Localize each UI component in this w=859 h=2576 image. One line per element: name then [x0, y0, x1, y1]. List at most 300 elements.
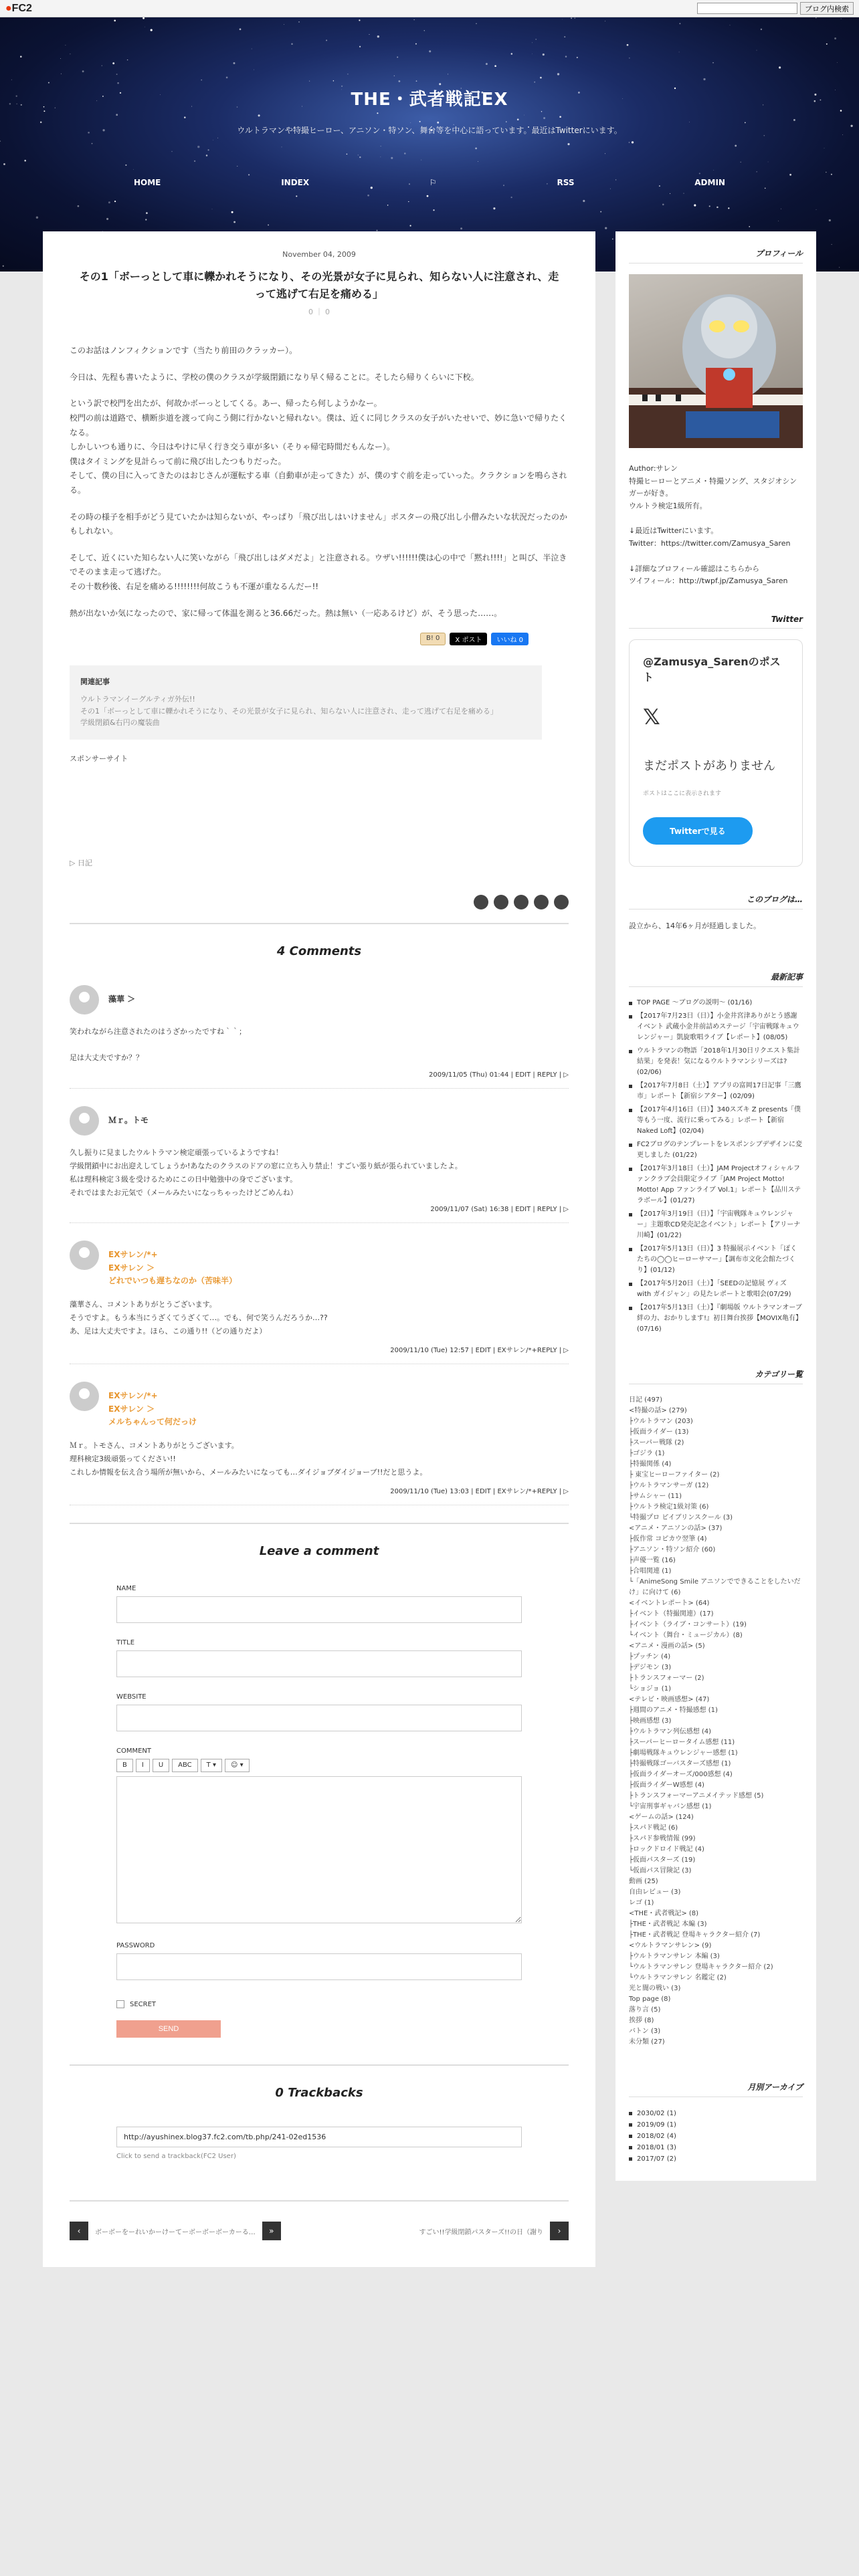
star-dot [408, 201, 409, 202]
title-label: TITLE [116, 1639, 135, 1647]
category-link[interactable]: ├週間のアニメ・特撮感想 (1) [629, 1706, 718, 1714]
star-dot [534, 82, 535, 83]
password-field[interactable] [116, 1953, 522, 1980]
x-logo-icon: 𝕏 [643, 704, 660, 730]
category-link[interactable]: └ウルトラマンサレン 名鑑定 (2) [629, 1973, 727, 1981]
recent-entry-link[interactable]: 【2017年7月23日（日）】小金井宮津ありがとう感謝イベント 武蔵小金井前詰めステージ「宇宙戦隊キュウレンジャー」凱旋歌唱ライブ【レポート】(08/05) [629, 1011, 803, 1043]
star-dot [699, 173, 700, 174]
star-dot [415, 43, 417, 45]
related-entries [70, 665, 542, 740]
star-dot [326, 39, 327, 41]
recent-entry-link[interactable]: 【2017年3月19日（日）】「宇宙戦隊キュウレンジャー」主題歌CD発売記念イベント」レポート【アリーナ川崎】(01/22) [629, 1209, 803, 1241]
star-dot [416, 80, 417, 82]
star-dot [258, 114, 260, 116]
category-link[interactable]: ├ロックドロイド戦記 (4) [629, 1845, 704, 1853]
star-dot [532, 53, 533, 54]
category-link[interactable]: <テレビ・映画感想> (47) [629, 1695, 710, 1703]
category-link[interactable]: ├特撮戦隊ゴーバスターズ感想 (1) [629, 1759, 731, 1767]
comment-author[interactable]: EXサレン/*+ EXサレン ＞ どれでいつも遅ちなのか（苦味半） [108, 1250, 237, 1285]
comment-author: Ｍｒ。トモ [108, 1115, 149, 1125]
star-dot [511, 53, 513, 55]
category-link[interactable]: ├仮面ライダーオーズ/000感想 (4) [629, 1770, 733, 1778]
archive-link[interactable]: 2018/01 (3) [629, 2142, 803, 2153]
entry-paragraph: その時の様子を相手がどう見ていたかは知らないが、やっぱり「飛び出しはいけません」ポスターの飛び出し小僧みたいな状況だったのかもしれない。 [70, 512, 568, 536]
star-dot [112, 62, 114, 64]
star-dot [717, 207, 719, 209]
nav-index[interactable]: INDEX [281, 178, 310, 187]
recent-entry-link[interactable]: FC2ブログのテンプレートをレスポンシブデザインに変更しました (01/22) [629, 1140, 803, 1161]
star-dot [735, 144, 737, 146]
x-post-button[interactable]: X ポスト [450, 633, 487, 645]
category-link[interactable]: 動画 (25) [629, 1877, 658, 1885]
star-dot [240, 28, 242, 30]
star-dot [571, 17, 572, 19]
star-dot [632, 141, 634, 143]
profile-avatar-image [629, 274, 803, 448]
category-link[interactable]: └イベント（舞台・ミュージカル）(8) [629, 1631, 743, 1639]
category-link[interactable]: 自由レビュー (3) [629, 1888, 681, 1896]
secret-checkbox[interactable] [116, 2000, 124, 2008]
star-dot [779, 66, 781, 68]
ultraman-figure-illustration [629, 274, 803, 448]
comment-item [70, 985, 569, 1089]
star-dot [24, 160, 26, 162]
avatar [70, 1382, 99, 1411]
star-dot [768, 162, 769, 163]
category-link[interactable]: ├スーパーヒーロータイム感想 (11) [629, 1738, 735, 1746]
category-link[interactable]: 落り言 (5) [629, 2006, 661, 2014]
category-link[interactable]: └仮面パス冒険記 (3) [629, 1866, 692, 1874]
category-link[interactable]: ├ウルトラマン (203) [629, 1417, 693, 1425]
entry-paragraph: そして、近くにいた知らない人に笑いながら「飛び出しはダメだよ」と注意される。ウザい!!!!!!僕は心の中で「黙れ!!!!」と叫び、半泣きでそのまま走って逃げた。 その十数秒後、右足を痛める!!!!!!!!何故こうも不運が重なるんだー!! [70, 552, 567, 591]
category-link[interactable]: ├スパド戦記 (6) [629, 1824, 678, 1832]
name-field[interactable] [116, 1596, 522, 1623]
archive-link[interactable]: 2019/09 (1) [629, 2119, 803, 2131]
star-dot [226, 77, 228, 79]
fc2-toolbar [0, 0, 859, 17]
profile-text: Author:サレン 特撮ヒーローとアニメ・特撮ソング、スタジオシンガーが好き。 ウルトラ検定1級所有。 ↓最近はTwitterにいます。 Twitter：https://twitter.com/Zamusya_Saren ↓詳細なプロフィール確認はこちらから ツイフィール：http://twpf.jp/Zamusya_Saren [629, 464, 797, 586]
comment-label: COMMENT [116, 1747, 152, 1755]
comments-heading: 4 Comments [276, 944, 362, 958]
star-dot [347, 154, 348, 155]
category-link[interactable]: └ウルトラマンサレン 登場キャラクター紹介 (2) [629, 1963, 773, 1971]
prev-entry-link[interactable]: ボーボーをーれいかーけーてーボーボーボーカーる… [95, 2228, 256, 2236]
archive-title: 月別アーカイブ [629, 2081, 803, 2097]
trackback-send-link[interactable]: Click to send a trackback(FC2 User) [116, 2153, 236, 2161]
star-dot [460, 227, 462, 229]
twitter-empty-sub: ポストはここに表示されます [643, 790, 722, 797]
avatar [70, 985, 99, 1014]
nav-rss[interactable]: RSS [557, 178, 575, 187]
star-dot [117, 82, 119, 84]
star-dot [197, 146, 199, 148]
star-dot [816, 209, 817, 210]
star-dot [662, 204, 664, 206]
blog-search-button[interactable]: ブログ内検索 [800, 2, 854, 15]
star-dot [3, 265, 4, 267]
star-dot [627, 44, 629, 46]
comment-item [70, 1241, 569, 1364]
avatar [70, 1241, 99, 1270]
blog-age-title: このブログは… [629, 893, 803, 909]
star-dot [125, 165, 126, 166]
categories-list [629, 1395, 803, 2048]
category-link[interactable]: ├ 東宝ヒーローファイター (2) [629, 1471, 720, 1479]
star-dot [535, 39, 537, 40]
emoji-button[interactable]: ☺ ▾ [225, 1759, 250, 1772]
star-dot [146, 212, 148, 214]
star-dot [0, 140, 1, 142]
star-dot [206, 154, 208, 156]
star-dot [48, 82, 50, 84]
category-link[interactable]: └宇宙刑事ギャバン感想 (1) [629, 1802, 712, 1810]
category-link[interactable]: ├THE・武者戦記 登場キャラクター紹介 (7) [629, 1931, 761, 1939]
category-link[interactable]: <アニメ・アニソンの話> (37) [629, 1524, 723, 1532]
title-field[interactable] [116, 1650, 522, 1677]
star-dot [92, 143, 93, 144]
category-link[interactable]: ├アニソン・特ソン紹介 (60) [629, 1545, 716, 1553]
star-dot [184, 116, 186, 118]
star-dot [233, 62, 235, 64]
comment-footer[interactable]: 2009/11/05 (Thu) 01:44 | EDIT | REPLY | ▷ [70, 1071, 569, 1089]
star-dot [201, 80, 202, 81]
star-dot [309, 81, 310, 82]
star-dot [679, 51, 680, 52]
prev-arrow-icon[interactable]: ‹ [70, 2222, 88, 2240]
entry-body [70, 344, 569, 621]
pager-dot[interactable] [514, 895, 529, 909]
star-dot [600, 211, 601, 213]
sponsor-label: スポンサーサイト [70, 754, 128, 763]
next-entry-link[interactable]: すごい!!学級閉鎖パスターズ!!の日（謝り [419, 2228, 543, 2236]
prev-next-nav [70, 2222, 569, 2240]
star-dot [369, 34, 370, 35]
star-dot [3, 163, 5, 165]
category-link[interactable]: ├スーパー戦隊 (2) [629, 1438, 684, 1446]
category-link[interactable]: ├映画感想 (3) [629, 1717, 672, 1725]
category-link[interactable]: ├プッチン (4) [629, 1652, 671, 1660]
comment-textarea[interactable] [116, 1776, 522, 1923]
star-dot [78, 205, 80, 207]
category-link[interactable]: <THE・武者戦記> (8) [629, 1909, 699, 1917]
sidebar [615, 231, 816, 2181]
star-dot [439, 83, 441, 85]
related-item[interactable]: 学級閉鎖&右円の魔装曲 [80, 718, 160, 728]
comment-toolbar [116, 1759, 522, 1772]
star-dot [565, 56, 567, 58]
star-dot [377, 35, 379, 37]
share-buttons [70, 633, 529, 645]
category-link[interactable]: ├ウルトラマンサレン 本編 (3) [629, 1952, 720, 1960]
star-dot [829, 219, 831, 221]
entry-paragraph: 今日は、先程も書いたように、学校の僕のクラスが学級閉鎖になり早く帰ることに。そしたら帰りくらいに下校。 [70, 372, 479, 382]
star-dot [114, 201, 116, 202]
category-link[interactable]: ├仮作常 コピカウ翌筆 (4) [629, 1535, 707, 1543]
star-dot [358, 154, 359, 155]
entry-title[interactable]: その1「ボーっとして車に轢かれそうになり、その光景が女子に見られ、知らない人に注意され、走って逃げて右足を痛める」 [79, 270, 559, 300]
star-dot [517, 118, 519, 120]
category-link[interactable]: 光と闇の戦い (3) [629, 1984, 681, 1992]
star-dot [359, 46, 361, 47]
star-dot [427, 195, 429, 197]
category-link[interactable]: <ゲームの話> (124) [629, 1813, 694, 1821]
twitter-title: Twitter [629, 615, 803, 629]
star-dot [793, 119, 795, 121]
comment-body: 笑われながら注意されたのはうざかったですね｀｀； 足は大丈夫ですか？？ [70, 1027, 246, 1063]
star-dot [20, 56, 22, 58]
recent-entry-link[interactable]: 【2017年5月13日（土）】『劇場版 ウルトラマンオーブ 絆の力、おかりします!』初日舞台挨拶【MOVIX亀有】(07/16) [629, 1303, 803, 1335]
star-dot [583, 200, 585, 202]
star-dot [709, 205, 710, 207]
underline-button[interactable]: U [153, 1759, 169, 1772]
recent-entry-link[interactable]: 【2017年5月20日（土）】「SEEDの記憶展 ヴィズ with ガイジャン」の見たレポートと歌唱会(07/29) [629, 1279, 803, 1300]
entry-meta[interactable]: 0 ｜ 0 [308, 308, 330, 317]
star-dot [510, 197, 512, 198]
divider [70, 1523, 569, 1524]
category-link[interactable]: ├スパド参戦情報 (99) [629, 1834, 696, 1842]
twitter-handle[interactable]: @Zamusya_Sarenのポスト [643, 655, 781, 683]
category-link[interactable]: ├イベント（ライブ・コンサート）(19) [629, 1620, 747, 1628]
related-heading: 関連記事 [80, 677, 110, 687]
facebook-like-button[interactable]: いいね 0 [491, 633, 529, 645]
star-dot [789, 174, 791, 176]
star-dot [347, 74, 349, 75]
archive-link[interactable]: 2030/02 (1) [629, 2108, 803, 2119]
site-title[interactable]: THE・武者戦記EX [351, 90, 508, 110]
star-dot [740, 162, 741, 163]
category-link[interactable]: <ウルトラマンサレン> (9) [629, 1941, 712, 1949]
strike-button[interactable]: ABC [172, 1759, 198, 1772]
related-item[interactable]: ウルトラマンイーグルティガ外伝!! [80, 695, 195, 704]
category-link[interactable]: バトン (3) [629, 2027, 661, 2035]
pager-dot[interactable] [554, 895, 569, 909]
category-link[interactable]: ├デジモン (3) [629, 1663, 672, 1671]
italic-button[interactable]: I [136, 1759, 150, 1772]
star-dot [114, 19, 116, 21]
star-dot [532, 42, 533, 43]
star-dot [116, 114, 118, 116]
star-dot [834, 37, 836, 39]
category-link[interactable]: ├ウルトラ検定1級対策 (6) [629, 1503, 709, 1511]
star-dot [831, 244, 832, 245]
category-link[interactable]: ├ウルトラマンサーガ (12) [629, 1481, 709, 1489]
comment-footer[interactable]: 2009/11/10 (Tue) 13:03 | EDIT | EXサレン/*+REPLY | ▷ [70, 1485, 569, 1505]
secret-checkbox-row[interactable] [116, 2000, 522, 2008]
category-link[interactable]: 挨拶 (8) [629, 2016, 654, 2024]
star-dot [540, 77, 542, 79]
fc2-logo[interactable] [5, 3, 32, 15]
star-dot [437, 122, 439, 124]
fc2-logo-mark: ● [5, 2, 12, 14]
star-dot [145, 219, 147, 220]
star-dot [231, 211, 233, 213]
star-dot [36, 217, 38, 219]
password-label: PASSWORD [116, 1942, 155, 1950]
star-dot [133, 169, 134, 170]
star-dot [429, 50, 431, 52]
star-dot [208, 149, 209, 150]
website-field[interactable] [116, 1705, 522, 1731]
star-dot [171, 151, 172, 152]
star-dot [194, 160, 195, 162]
recent-entries-list [629, 998, 803, 1335]
star-dot [433, 209, 434, 211]
nav-home[interactable]: HOME [134, 178, 161, 187]
archive-link[interactable]: 2017/07 (2) [629, 2153, 803, 2165]
star-dot [106, 218, 108, 220]
comment-footer[interactable]: 2009/11/07 (Sat) 16:38 | EDIT | REPLY | ▷ [70, 1206, 569, 1223]
comment-form-heading: Leave a comment [259, 1544, 379, 1559]
archive-list [629, 2108, 803, 2165]
recent-entry-link[interactable]: ウルトラマンの物語「2018年1月30日リクエスト集計結果」を発表！気になるウルトラマンシリーズは?(02/06) [629, 1046, 803, 1078]
star-dot [605, 227, 607, 229]
nav-admin[interactable]: ADMIN [694, 178, 725, 187]
category-link[interactable]: ├仮面ライダー (13) [629, 1428, 689, 1436]
category-link[interactable]: └ショジョ (1) [629, 1685, 671, 1693]
star-dot [493, 207, 495, 209]
star-dot [679, 23, 680, 24]
category-link[interactable]: ├仮面パスターズ (19) [629, 1856, 696, 1864]
star-dot [43, 110, 45, 112]
fc2-logo-text: FC2 [11, 2, 32, 14]
star-dot [712, 62, 714, 64]
recent-entry-link[interactable]: 【2017年3月18日（土）】JAM Projectオフィシャルファンクラブ会員限定ライブ「JAM Project Motto! Motto! App ファンライブ Vol.1」レポート【品川ステラボール】(01/27) [629, 1164, 803, 1206]
nav-flag-icon[interactable]: ⚐ [429, 178, 437, 187]
comment-footer[interactable]: 2009/11/10 (Tue) 12:57 | EDIT | EXサレン/*+REPLY | ▷ [70, 1344, 569, 1364]
star-dot [567, 143, 569, 145]
trackback-url[interactable]: http://ayushinex.blog37.fc2.com/tb.php/241-02ed1536 [116, 2127, 522, 2147]
star-dot [233, 221, 235, 223]
star-dot [557, 73, 559, 75]
entry-category-link[interactable]: ▷ 日記 [70, 858, 92, 867]
comment-body: 久し振りに見ましたウルトラマン検定頑張っているようですね！ 学級閉鎖中にお出迎えしてしょうか!あなたのクラスのドアの窓に立ち入り禁止！すごい張り紙が張られていましたよ。 私は理科検定３級を受けるためにこの日中勉強中の身でございます。 それではまたお元気で（メールみたいになっちゃったけどごめんね） [70, 1148, 462, 1197]
archive-link[interactable]: 2018/02 (4) [629, 2131, 803, 2142]
comment-author: 藻華 ＞ [108, 994, 136, 1004]
view-on-twitter-button[interactable]: Twitterで見る [643, 817, 753, 845]
entry-paragraph: 熱が出ないか気になったので、家に帰って体温を測ると36.66だった。熱は無い（一応あるけど）が、そう思った……。 [70, 608, 502, 618]
category-link[interactable]: ├仮面ライダーW感想 (4) [629, 1781, 704, 1789]
next-arrow-icon[interactable]: › [550, 2222, 569, 2240]
star-dot [298, 21, 299, 22]
text-color-button[interactable]: T ▾ [201, 1759, 222, 1772]
category-link[interactable]: ├合唱関連 (1) [629, 1567, 672, 1575]
category-link[interactable]: 日記 (497) [629, 1396, 663, 1404]
category-link[interactable]: ├劇場戦隊キュウレンジャー感想 (1) [629, 1749, 738, 1757]
category-link[interactable]: <イベントレポート> (64) [629, 1599, 710, 1607]
star-dot [749, 226, 750, 227]
category-link[interactable]: ├ウルトラマン列伝感想 (4) [629, 1727, 712, 1735]
star-dot [410, 225, 411, 226]
category-link[interactable]: ├ゴジラ (1) [629, 1449, 665, 1457]
star-dot [414, 19, 415, 20]
divider [70, 2200, 569, 2202]
categories-title: カテゴリー覧 [629, 1368, 803, 1384]
entry-pager [70, 895, 569, 909]
category-link[interactable]: ├特撮関係 (4) [629, 1460, 672, 1468]
star-dot [410, 122, 411, 123]
star-dot [831, 174, 832, 175]
category-link[interactable]: <特撮の話> (279) [629, 1406, 687, 1414]
category-link[interactable]: 未分類 (27) [629, 2038, 665, 2046]
star-dot [543, 117, 545, 119]
category-link[interactable]: ├声優一覧 (16) [629, 1556, 676, 1564]
star-dot [541, 111, 542, 112]
category-link[interactable]: ├トランスフォーマー (2) [629, 1674, 704, 1682]
category-link[interactable]: └「AnimeSong Smile アニソンでできることをしたいだけ」に向けて (6) [629, 1578, 801, 1596]
star-dot [419, 121, 421, 122]
category-link[interactable]: ├トランスフォーマーアニメイテッド感想 (5) [629, 1792, 764, 1800]
star-dot [564, 36, 565, 37]
category-link[interactable]: └特撮プロ ピイブリンスクール (3) [629, 1513, 733, 1521]
star-dot [397, 57, 398, 58]
star-dot [562, 19, 563, 20]
category-link[interactable]: <アニメ・漫画の話> (5) [629, 1642, 705, 1650]
star-dot [475, 148, 477, 150]
star-dot [248, 174, 250, 175]
recent-entries-title: 最新記事 [629, 971, 803, 987]
blog-age-text: 設立から、14年6ヶ月が経過しました。 [629, 921, 761, 930]
star-dot [577, 57, 578, 58]
fc2-search [697, 2, 854, 15]
star-dot [761, 29, 762, 30]
category-link[interactable]: レゴ (1) [629, 1899, 654, 1907]
pager-dot[interactable] [474, 895, 488, 909]
category-link[interactable]: Top page (8) [629, 1995, 671, 2003]
star-dot [694, 204, 696, 206]
secret-label: SECRET [130, 2000, 157, 2008]
main-content [43, 231, 595, 2267]
trackbacks-heading: 0 Trackbacks [275, 2086, 363, 2101]
recent-entry-link[interactable]: 【2017年7月8日（土）】アプリの富岡17日記事「三鷹市」レポート【新宿シアター】(02/09) [629, 1081, 803, 1102]
star-dot [359, 156, 361, 158]
recent-entry-link[interactable]: 【2017年5月13日（日）】3 特撮展示イベント「ぽくたちの◯◯ヒーローサマー」【調布市文化会館たづくり】(01/12) [629, 1244, 803, 1276]
category-link[interactable]: ├イベント（特撮関連）(17) [629, 1610, 714, 1618]
recent-entry-link[interactable]: 【2017年4月16日（日）】340スズキ Z presents「僕等もう一度、流行に乗ってみる」レポート【新宿Naked Loft】(02/04) [629, 1105, 803, 1137]
entry-paragraph: このお話はノンフィクションです（当たり前田のクラッカー）。 [70, 346, 298, 356]
home-arrow-icon[interactable]: » [262, 2222, 281, 2240]
blog-search-input[interactable] [697, 3, 797, 14]
bold-button[interactable]: B [116, 1759, 133, 1772]
pager-dot[interactable] [494, 895, 508, 909]
star-dot [728, 207, 729, 209]
category-link[interactable]: ├THE・武者戦記 本編 (3) [629, 1920, 707, 1928]
profile-title: プロフィール [629, 247, 803, 263]
pager-dot[interactable] [534, 895, 549, 909]
site-description: ウルトラマンや特撮ヒーロー、アニソン・特ソン、舞台等を中心に語っています。最近はTwitterにいます。 [237, 126, 622, 135]
comment-body: Ｍｒ。トモさん、コメントありがとうございます。 理科検定3級頑張ってください!! これしか情報を伝え合う場所が無いから、メールみたいになっても…ダイジョブダイジョーブ!!だと思うよ。 [70, 1440, 427, 1477]
star-dot [745, 122, 746, 124]
star-dot [296, 195, 297, 197]
hatena-bookmark-button[interactable]: B! 0 [420, 633, 446, 645]
send-button[interactable]: SEND [116, 2020, 221, 2038]
star-dot [713, 170, 714, 171]
star-dot [60, 58, 61, 59]
star-dot [108, 201, 110, 203]
star-dot [399, 80, 401, 82]
star-dot [116, 74, 118, 75]
star-dot [151, 29, 153, 31]
comment-form [70, 1585, 569, 2064]
star-dot [476, 23, 477, 24]
star-dot [837, 62, 838, 63]
related-item[interactable]: その1「ボーっとして車に轢かれそうになり、その光景が女子に見られ、知らない人に注意され、走って逃げて右足を痛める」 [80, 706, 498, 716]
star-dot [142, 17, 145, 19]
category-link[interactable]: ├サムシャー (11) [629, 1492, 682, 1500]
entry-paragraph: という訳で校門を出たが、何故かボーっとしてくる。あー、帰ったら何しようかなー。 校門の前は道路で、横断歩道を渡って向こう側に行かないと帰れない。僕は、近くに同じクラスの女子がいたせいで、妙に急いで帰りたくなる。 しかしいつも通りに、今日はやけに早く行き交う車が多い（そりゃ帰宅時間だもんなー）。 僕はタイミングを見計らって前に飛び出したつもりだった。 そして、僕の目に入ってきたのはおじさんが運転する車（自動車が走ってきた）が、僕のすぐ前を走っていった。クラクションを鳴らされる。 [70, 399, 567, 495]
star-dot [377, 112, 378, 114]
comment-author[interactable]: EXサレン/*+ EXサレン ＞ メルちゃんって何だっけ [108, 1391, 197, 1426]
recent-entry-link[interactable]: TOP PAGE 〜ブログの説明〜 (01/16) [629, 998, 803, 1008]
